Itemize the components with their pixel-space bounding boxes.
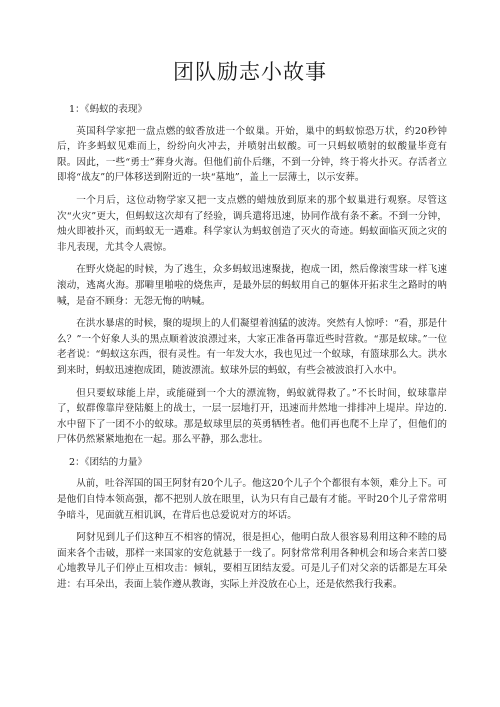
document-title: 团队励志小故事 <box>173 60 327 84</box>
section-heading-unity: 2：《团结的力量》 <box>69 456 148 468</box>
section-heading-ants: 1：《蚂蚁的表现》 <box>69 104 148 115</box>
paragraph: 阿豺见到儿子们这种互不相容的情况，很是担心，他明白敌人很容易利用这种不睦的局面来各个击破，那样一来国家的安危就悬于一线了。阿豺常常利用各种机会和场合来苦口婆心地教导儿子们停止互相攻击：倾轧，要相互团结友爱。可是儿子们对父亲的话都是左耳朵进：右耳朵出，表面上装作遵从教诲，实际上并没放在心上，还是依然我行我素。 <box>57 532 447 591</box>
document-body <box>57 95 447 600</box>
paragraph: 在洪水暴虐的时候，聚的堤坝上的人们凝望着汹猛的波涛。突然有人惊呼：“看，那是什么？”一个好象人头的黑点顺着波浪漂过来，大家正准备再靠近些时营救。“那是蚁球。”一位老者说：“蚂蚁这东西，很有灵性。有一年发大水，我也见过一个蚁球，有篮球那么大。洪水到来时，蚂蚁迅速抱成团，随波漂流。蚁球外层的蚂蚁，有些会被波浪打入水中。 <box>57 318 447 376</box>
paragraph: 但只要蚁球能上岸，或能碰到一个大的漂流物，蚂蚁就得救了。”不长时间，蚁球靠岸了，蚁群像靠岸登陆艇上的战士，一层一层地打开，迅速而井然地一排排冲上堤岸。岸边的.水中留下了一团不小的蚁球。那是蚁球里层的英勇牺牲者。他们再也爬不上岸了，但他们的尸体仍然紧紧地抱在一起。那么平静，那么悲壮。 <box>57 387 447 446</box>
paragraph: 英国科学家把一盘点燃的蚊香放进一个蚁巢。开始，巢中的蚂蚁惊恐万状，约20秒钟后，许多蚂蚁见难而上，纷纷向火冲去，并喷射出蚁酸。可一只蚂蚁喷射的蚁酸量毕竟有限。因此，一些“勇士”葬身火海。但他们前仆后继，不到一分钟，终于将火扑灭。存活者立即将“战友”的尸体移送到附近的一块“墓地”，盖上一层薄土，以示安葬。 <box>57 125 447 184</box>
paragraph: 从前，吐谷浑国的国王阿豺有20个儿子。他这20个儿子个个都很有本领，难分上下。可是他们自恃本领高强，都不把别人放在眼里，认为只有自己最有才能。平时20个儿子常常明争暗斗，见面就互相讥讽，在背后也总爱说对方的坏话。 <box>57 478 447 521</box>
paragraph: 一个月后，这位动物学家又把一支点燃的蜡烛放到原来的那个蚁巢进行观察。尽管这次“火灾”更大，但蚂蚁这次却有了经验，调兵遣将迅速，协同作战有条不紊。不到一分钟，烛火即被扑灭，而蚂蚁无一遇难。科学家认为蚂蚁创造了灭火的奇迹。蚂蚁面临灭顶之灾的非凡表现，尤其令人震惊。 <box>57 194 447 253</box>
paragraph: 在野火烧起的时候，为了逃生，众多蚂蚁迅速聚拢，抱成一团，然后像滚雪球一样飞速滚动，逃离火海。那噼里啪啦的烧焦声，是最外层的蚂蚁用自己的躯体开拓求生之路时的呐喊，是奋不顾身：无怨无悔的呐喊。 <box>57 264 447 307</box>
